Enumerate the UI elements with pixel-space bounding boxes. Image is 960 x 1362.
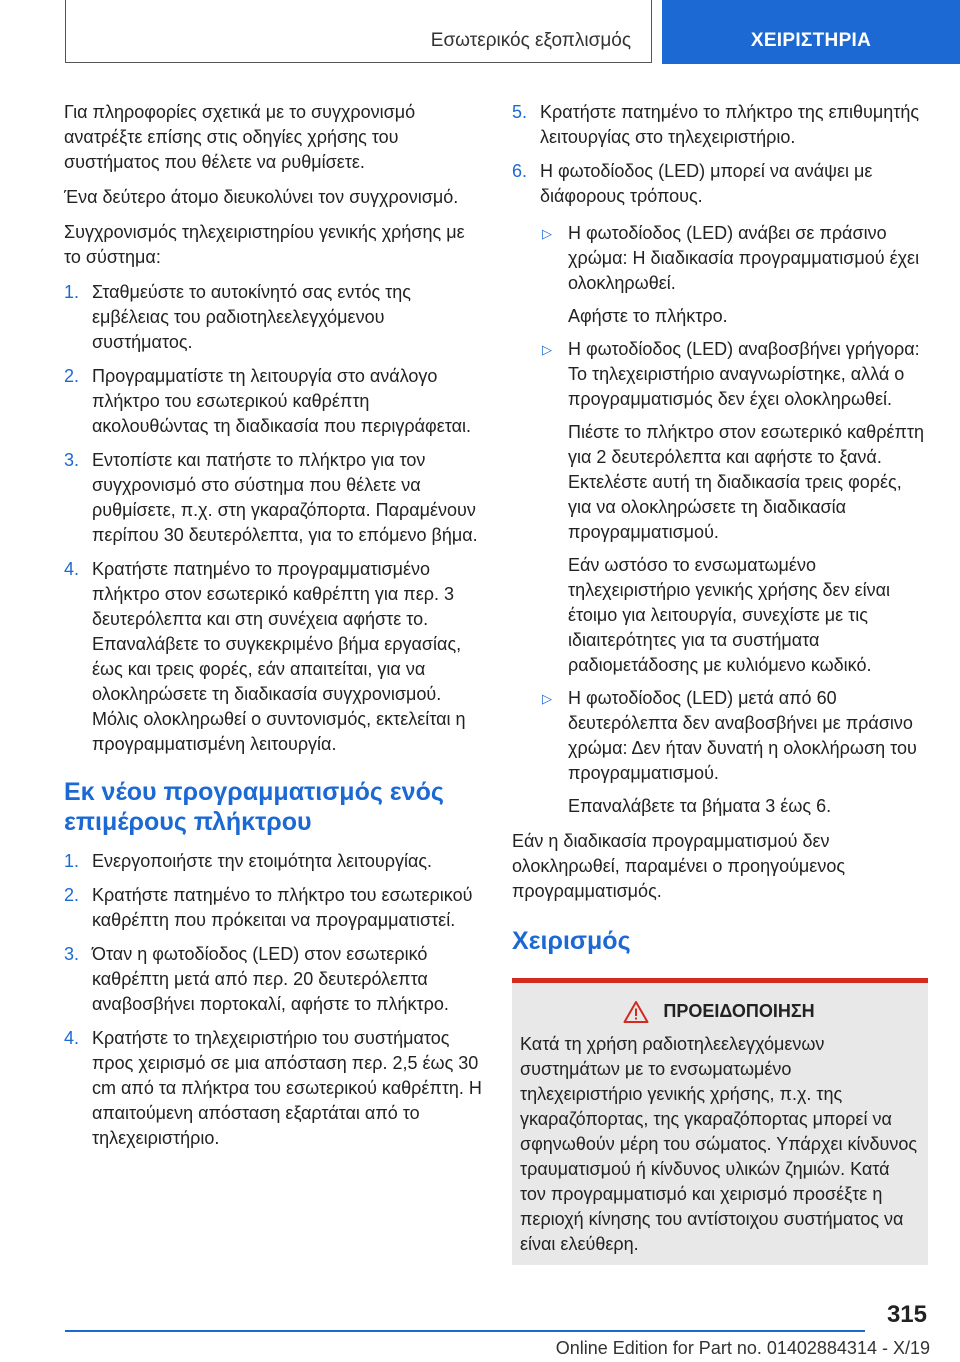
warning-title: ΠΡΟΕΙΔΟΠΟΙΗΣΗ (663, 1001, 815, 1021)
step-text: Η φωτοδίοδος (LED) μπορεί να ανάψει με διάφορους τρόπους. (540, 161, 873, 206)
step-text: Κρατήστε πατημένο το πλήκτρο της επιθυμητής λειτουργίας στο τηλεχειριστήριο. (540, 102, 920, 147)
edition-footer: Online Edition for Part no. 01402884314 - X/19 (555, 1338, 930, 1358)
step-text: Όταν η φωτοδίοδος (LED) στον εσωτερικό καθρέπτη μετά από περ. 20 δευτερόλεπτα αναβοσβήνει πορτοκαλί, αφήστε το πλήκτρο. (92, 944, 449, 1014)
intro-paragraph: Συγχρονισμός τηλεχειριστηρίου γενικής χρήσης με το σύστημα: (64, 222, 465, 267)
sub-item-text: Η φωτοδίοδος (LED) μετά από 60 δευτερόλεπτα δεν αναβοσβήνει με πράσινο χρώμα: Δεν ήταν δυνατή η ολοκλήρωση του προγραμματισμού. (568, 688, 917, 783)
list-item (64, 448, 484, 548)
step-number: 1. (64, 851, 80, 871)
warning-text: Κατά τη χρήση ραδιοτηλεελεγχόμενων συστημάτων με το ενσωματωμένο τηλεχειριστήριο γενικής χρήσης, π.χ. της γκαραζόπορτας, της γκαραζόπορτας μπορεί να σφηνωθούν μέρη του σώματος. Υπάρχει κίνδυνος τραυματισμού ή κίνδυνος υλικών ζημιών. Κατά τον προγραμματισμό και χειρισμό προσέξτε η περιοχή κίνησης του αντίστοιχου συστήματος να είναι ελεύθερη. (520, 1034, 918, 1254)
header-box (65, 0, 652, 63)
sub-item-note: Επαναλάβετε τα βήματα 3 έως 6. (568, 796, 832, 816)
sub-item-note: Αφήστε το πλήκτρο. (568, 306, 728, 326)
step-text: Σταθμεύστε το αυτοκίνητό σας εντός της εμβέλειας του ραδιοτηλεελεγχόμενου συστήματος. (92, 282, 411, 352)
list-item (64, 942, 484, 1017)
list-item (64, 1026, 484, 1151)
list-item (512, 100, 928, 150)
sub-item-note: Εάν ωστόσο το ενσωματωμένο τηλεχειριστήριο γενικής χρήσης δεν είναι έτοιμο για λειτουργία, συνεχίστε με τις ιδιαιτερότητες για τα συστήματα ραδιομετάδοσης με κυλιόμενο κωδικό. (568, 555, 891, 675)
sync-steps-list (64, 280, 484, 757)
step-number: 4. (64, 1028, 80, 1048)
section-heading: Χειρισμός (512, 927, 631, 955)
reprogram-steps-list-continued (512, 100, 928, 819)
list-item (64, 883, 484, 933)
step-number: 3. (64, 450, 80, 470)
list-item (64, 557, 484, 757)
step-text: Κρατήστε το τηλεχειριστήριο του συστήματος προς χειρισμό σε μια απόσταση περ. 2,5 έως 30 cm από τα πλήκτρα του εσωτερικού καθρέπτη. Η απαιτούμενη απόσταση εξαρτάται από το τηλεχειριστήριο. (92, 1028, 482, 1148)
triangle-bullet-icon: ▷ (542, 691, 552, 706)
warning-triangle-icon (623, 1000, 649, 1024)
led-status-list (512, 221, 928, 819)
list-item (540, 686, 928, 819)
intro-paragraph: Για πληροφορίες σχετικά με το συγχρονισμό ανατρέξτε επίσης στις οδηγίες χρήσης του συστήματος που θέλετε να ρυθμίσετε. (64, 102, 416, 172)
step-text: Κρατήστε πατημένο το προγραμματισμένο πλήκτρο στον εσωτερικό καθρέπτη για περ. 3 δευτερόλεπτα και στη συνέχεια αφήστε το. Επαναλάβετε το συγκεκριμένο βήμα εργασίας, έως και τρεις φορές, εάν απαιτείται, για να ολοκληρώσετε τη διαδικασία συγχρονισμού. Μόλις ολοκληρωθεί ο συντονισμός, εκτελείται η προγραμματισμένη λειτουργία. (92, 559, 466, 754)
list-item (64, 364, 484, 439)
intro-paragraph: Ένα δεύτερο άτομο διευκολύνει τον συγχρονισμό. (64, 187, 459, 207)
step-number: 6. (512, 161, 528, 181)
step-number: 3. (64, 944, 80, 964)
footer-divider (65, 1330, 865, 1332)
warning-header (520, 999, 918, 1024)
sub-item-note: Πιέστε το πλήκτρο στον εσωτερικό καθρέπτη για 2 δευτερόλεπτα και αφήστε το ξανά. Εκτελέστε αυτή τη διαδικασία τρεις φορές, για να ολοκληρώσετε τη διαδικασία προγραμματισμού. (568, 422, 925, 542)
section-heading: Εκ νέου προγραμματισμός ενός επιμέρους πλήκτρου (64, 778, 444, 836)
page-header (65, 0, 960, 64)
section-title: Εσωτερικός εξοπλισμός (430, 30, 631, 51)
step-number: 2. (64, 885, 80, 905)
sub-item-text: Η φωτοδίοδος (LED) ανάβει σε πράσινο χρώμα: Η διαδικασία προγραμματισμού έχει ολοκληρωθεί. (568, 223, 920, 293)
step-text: Εντοπίστε και πατήστε το πλήκτρο για τον συγχρονισμό στο σύστημα που θέλετε να ρυθμίσετε, π.χ. στη γκαραζόπορτα. Παραμένουν περίπου 30 δευτερόλεπτα, για το επόμενο βήμα. (92, 450, 478, 545)
triangle-bullet-icon: ▷ (542, 226, 552, 241)
step-text: Κρατήστε πατημένο το πλήκτρο του εσωτερικού καθρέπτη που πρόκειται να προγραμματιστεί. (92, 885, 473, 930)
right-column (512, 100, 928, 1265)
warning-box (512, 978, 928, 1265)
step-number: 1. (64, 282, 80, 302)
left-column (64, 100, 484, 1161)
list-item (64, 849, 484, 874)
sub-item-text: Η φωτοδίοδος (LED) αναβοσβήνει γρήγορα: Το τηλεχειριστήριο αναγνωρίστηκε, αλλά ο προγραμματισμός δεν έχει ολοκληρωθεί. (568, 339, 920, 409)
list-item (540, 221, 928, 329)
list-item (512, 159, 928, 819)
list-item (64, 280, 484, 355)
page-number: 315 (886, 1301, 927, 1328)
step-number: 2. (64, 366, 80, 386)
list-item (540, 337, 928, 678)
manual-section-tab (662, 0, 960, 64)
closing-paragraph: Εάν η διαδικασία προγραμματισμού δεν ολοκληρωθεί, παραμένει ο προηγούμενος προγραμματισμός. (512, 831, 846, 901)
triangle-bullet-icon: ▷ (542, 342, 552, 357)
step-number: 5. (512, 102, 528, 122)
manual-section-label: ΧΕΙΡΙΣΤΗΡΙΑ (750, 30, 872, 51)
step-text: Προγραμματίστε τη λειτουργία στο ανάλογο πλήκτρο του εσωτερικού καθρέπτη ακολουθώντας τη διαδικασία που περιγράφεται. (92, 366, 472, 436)
reprogram-steps-list (64, 849, 484, 1151)
step-text: Ενεργοποιήστε την ετοιμότητα λειτουργίας. (92, 851, 433, 871)
step-number: 4. (64, 559, 80, 579)
